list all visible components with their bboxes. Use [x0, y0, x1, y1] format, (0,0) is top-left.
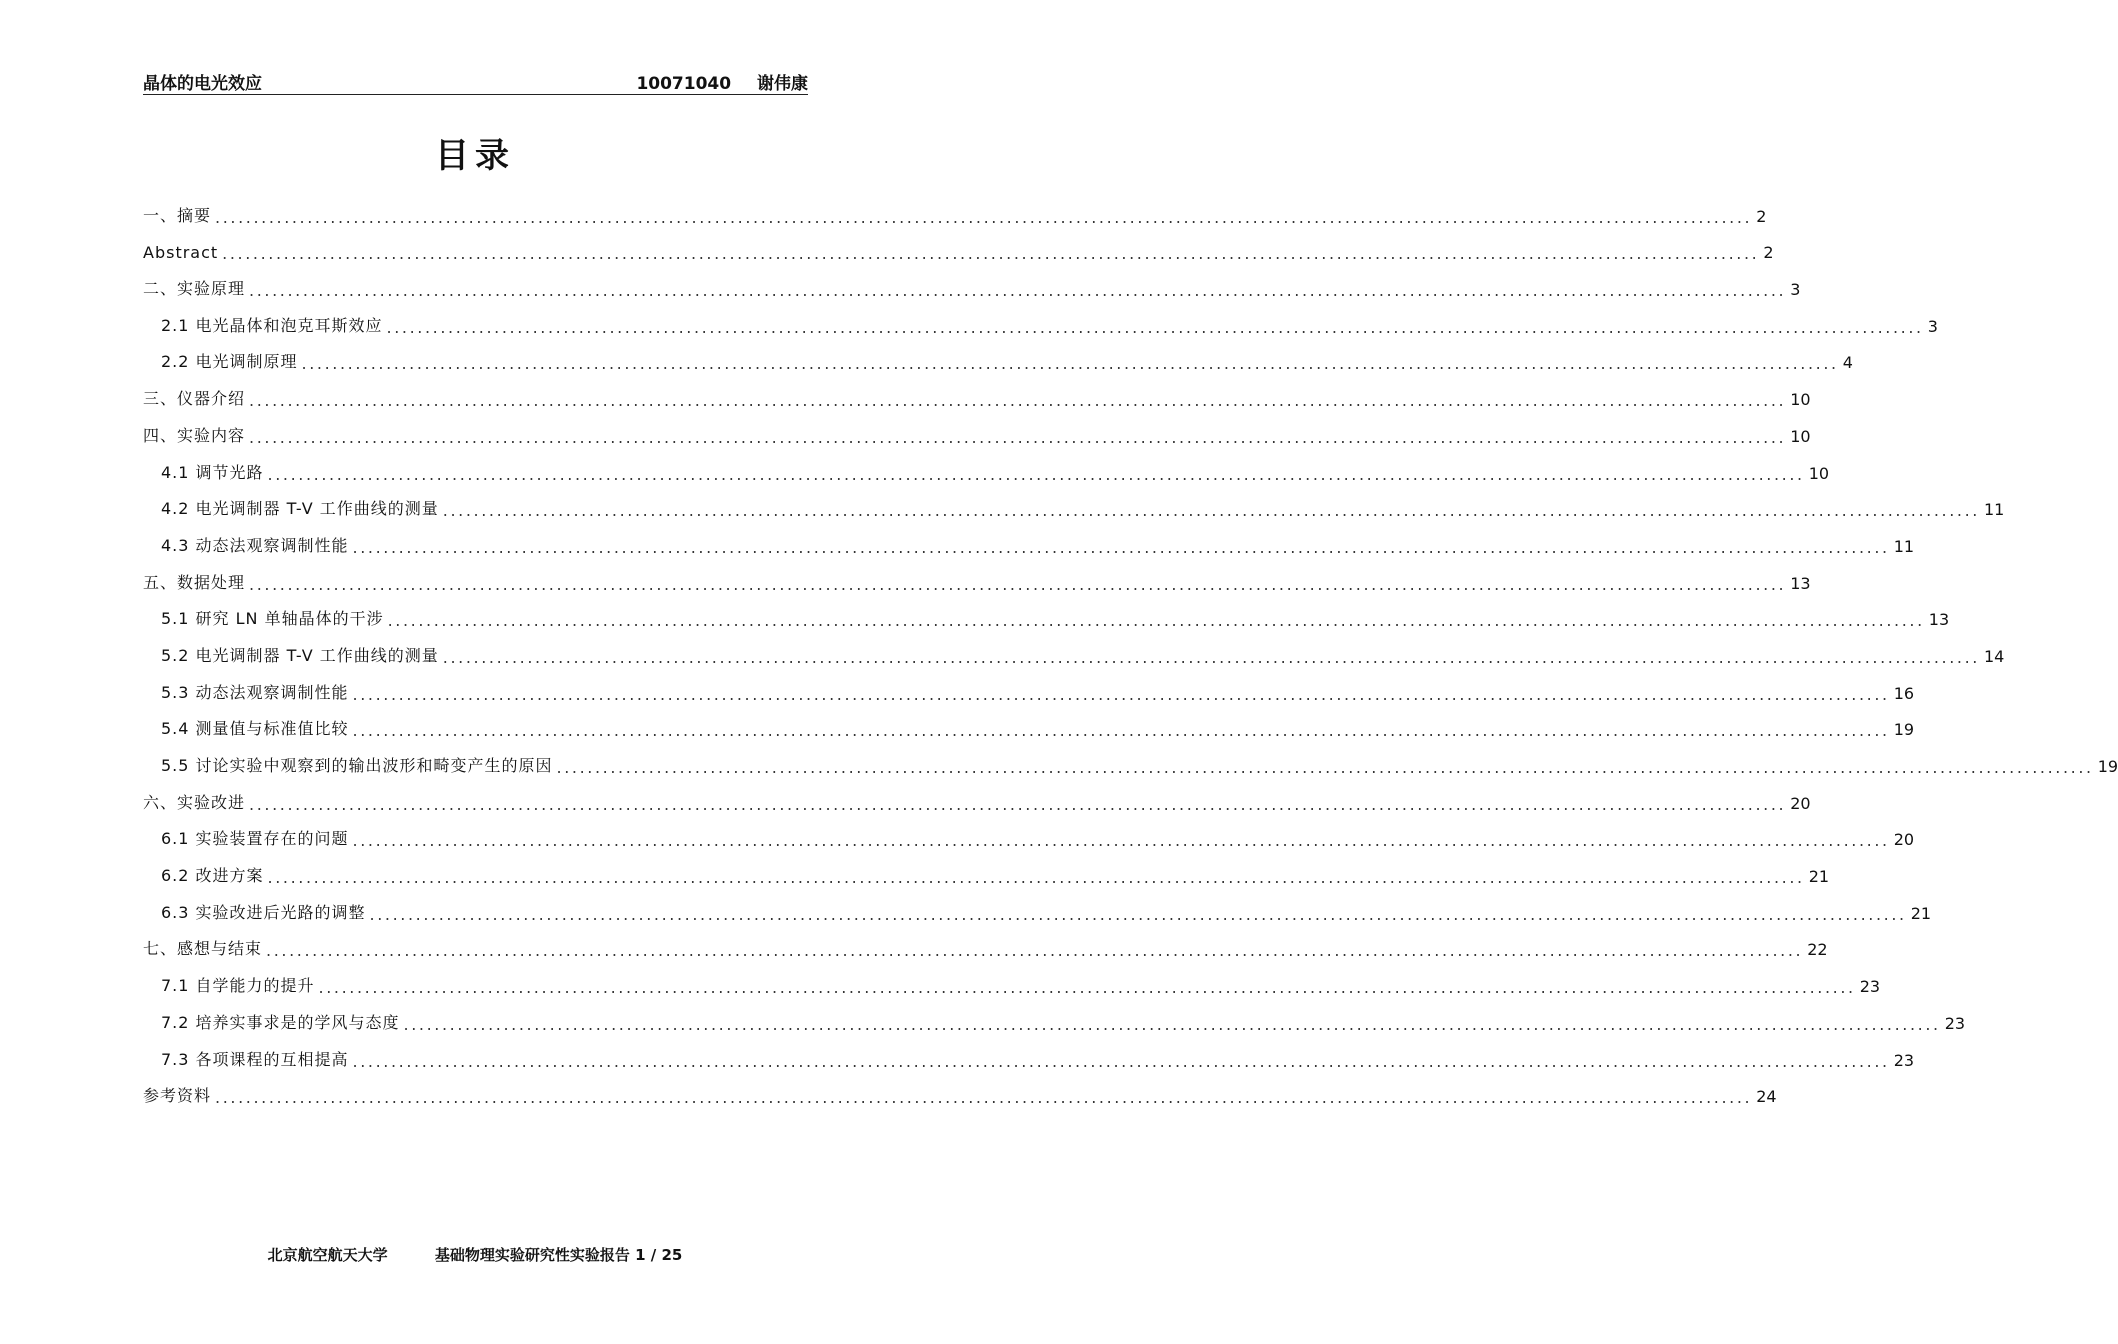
toc-entry[interactable]	[143, 593, 1950, 631]
toc-entry-page: 16	[1893, 683, 1915, 703]
toc-entry[interactable]	[143, 1070, 1777, 1108]
footer-report-title: 基础物理实验研究性实验报告	[434, 1246, 630, 1264]
toc-entry-label: 参考资料	[143, 1086, 212, 1106]
toc-dot-leader: ........................................................................................................................................................................................................	[249, 281, 1787, 301]
toc-dot-leader: ........................................................................................................................................................................................................	[442, 501, 1980, 521]
toc-dot-leader: ........................................................................................................................................................................................................	[352, 721, 1890, 741]
toc-entry[interactable]	[143, 666, 1915, 704]
toc-entry-label: 7.1 自学能力的提升	[161, 976, 315, 996]
toc-dot-leader: ........................................................................................................................................................................................................	[249, 574, 1787, 594]
toc-entry-page: 11	[1983, 500, 2005, 520]
toc-entry[interactable]	[143, 446, 1830, 484]
toc-dot-leader: ........................................................................................................................................................................................................	[222, 244, 1760, 264]
toc-dot-leader: ........................................................................................................................................................................................................	[352, 684, 1890, 704]
toc-entry-label: 6.2 改进方案	[161, 866, 264, 886]
page-header	[143, 66, 808, 95]
toc-entry-label: 四、实验内容	[143, 425, 246, 445]
toc-entry-label: 2.1 电光晶体和泡克耳斯效应	[161, 315, 383, 335]
toc-dot-leader: ........................................................................................................................................................................................................	[556, 758, 2094, 777]
toc-entry-page: 21	[1808, 867, 1830, 887]
toc-entry-label: 4.2 电光调制器 T-V 工作曲线的测量	[161, 499, 439, 519]
toc-entry-label: 6.3 实验改进后光路的调整	[161, 902, 366, 922]
toc-entry-label: 5.5 讨论实验中观察到的输出波形和畸变产生的原因	[161, 756, 553, 775]
toc-dot-leader: ........................................................................................................................................................................................................	[215, 207, 1753, 227]
toc-entry[interactable]	[143, 483, 2005, 521]
toc-entry-page: 21	[1910, 903, 1932, 923]
toc-entry-label: 一、摘要	[143, 205, 212, 225]
toc-entry[interactable]	[143, 739, 2118, 777]
toc-entry-page: 11	[1893, 536, 1915, 556]
toc-entry[interactable]	[143, 262, 1801, 301]
toc-entry-page: 23	[1859, 977, 1881, 997]
toc-entry-label: 5.4 测量值与标准值比较	[161, 719, 349, 739]
toc-entry-label: 二、实验原理	[143, 279, 246, 299]
toc-entry-label: 5.2 电光调制器 T-V 工作曲线的测量	[161, 645, 439, 665]
header-author: 谢伟康	[757, 74, 808, 94]
toc-dot-leader: ........................................................................................................................................................................................................	[318, 978, 1856, 998]
toc-entry-label: 六、实验改进	[143, 792, 246, 812]
toc-entry-label: 2.2 电光调制原理	[161, 352, 298, 372]
toc-entry-label: 6.1 实验装置存在的问题	[161, 829, 349, 849]
toc-entry-page: 19	[1893, 720, 1915, 740]
toc-entry[interactable]	[143, 189, 1767, 227]
toc-entry-label: 三、仪器介绍	[143, 389, 246, 409]
toc-dot-leader: ........................................................................................................................................................................................................	[352, 537, 1890, 557]
toc-entry-page: 24	[1756, 1087, 1777, 1107]
toc-entry[interactable]	[143, 996, 1966, 1034]
toc-entry[interactable]	[143, 703, 1915, 741]
header-author-info	[636, 69, 808, 94]
toc-entry-page: 13	[1790, 573, 1811, 593]
header-title: 晶体的电光效应	[143, 74, 262, 94]
toc-entry-page: 2	[1763, 243, 1774, 263]
toc-dot-leader: ........................................................................................................................................................................................................	[249, 794, 1787, 814]
toc-dot-leader: ........................................................................................................................................................................................................	[267, 868, 1805, 888]
toc-entry-label: 4.3 动态法观察调制性能	[161, 535, 349, 555]
toc-dot-leader: ........................................................................................................................................................................................................	[352, 1051, 1890, 1071]
toc-dot-leader: ........................................................................................................................................................................................................	[442, 647, 1980, 667]
toc-entry[interactable]	[143, 849, 1830, 888]
table-of-contents	[143, 189, 2118, 1108]
toc-entry[interactable]	[143, 776, 1811, 814]
toc-entry-label: 五、数据处理	[143, 572, 246, 592]
toc-entry-page: 3	[1927, 316, 1938, 336]
toc-entry-label: 5.1 研究 LN 单轴晶体的干涉	[161, 609, 384, 629]
footer-university: 北京航空航天大学	[267, 1246, 388, 1264]
toc-entry-page: 4	[1842, 353, 1853, 373]
toc-entry-page: 22	[1807, 940, 1828, 960]
toc-entry[interactable]	[143, 556, 1811, 594]
toc-entry[interactable]	[143, 959, 1881, 998]
footer-page-indicator: 1 / 25	[635, 1246, 683, 1264]
toc-dot-leader: ........................................................................................................................................................................................................	[266, 941, 1804, 961]
toc-entry[interactable]	[143, 409, 1811, 447]
toc-dot-leader: ........................................................................................................................................................................................................	[352, 831, 1890, 851]
toc-entry[interactable]	[143, 336, 1853, 374]
toc-entry-page: 14	[1983, 646, 2005, 666]
toc-dot-leader: ........................................................................................................................................................................................................	[215, 1088, 1753, 1108]
toc-dot-leader: ........................................................................................................................................................................................................	[386, 317, 1924, 337]
toc-entry-page: 10	[1790, 390, 1811, 410]
toc-entry[interactable]	[143, 813, 1915, 851]
page-title: 目录	[435, 136, 515, 176]
page-footer	[0, 1244, 950, 1265]
toc-dot-leader: ........................................................................................................................................................................................................	[267, 464, 1805, 484]
toc-entry-page: 3	[1790, 280, 1801, 300]
toc-entry-page: 10	[1790, 426, 1811, 446]
toc-entry[interactable]	[143, 226, 1774, 264]
toc-entry[interactable]	[143, 299, 1938, 337]
toc-entry-label: Abstract	[143, 243, 219, 263]
toc-dot-leader: ........................................................................................................................................................................................................	[369, 904, 1907, 924]
toc-entry-page: 2	[1756, 206, 1767, 226]
toc-dot-leader: ........................................................................................................................................................................................................	[403, 1014, 1941, 1034]
toc-entry-page: 13	[1928, 610, 1950, 630]
toc-dot-leader: ........................................................................................................................................................................................................	[249, 427, 1787, 447]
toc-entry-label: 7.2 培养实事求是的学风与态度	[161, 1012, 400, 1032]
toc-entry-page: 20	[1790, 793, 1811, 813]
toc-entry-label: 七、感想与结束	[143, 939, 263, 959]
toc-entry-page: 23	[1944, 1013, 1966, 1033]
toc-entry[interactable]	[143, 1033, 1915, 1071]
toc-entry[interactable]	[143, 372, 1811, 411]
toc-entry-page: 23	[1893, 1050, 1915, 1070]
toc-entry-label: 4.1 调节光路	[161, 462, 264, 482]
header-student-id: 10071040	[636, 74, 732, 94]
toc-entry-page: 19	[2097, 757, 2118, 776]
toc-entry-page: 10	[1808, 463, 1830, 483]
toc-dot-leader: ........................................................................................................................................................................................................	[301, 354, 1839, 374]
toc-entry[interactable]	[143, 629, 2005, 667]
toc-dot-leader: ........................................................................................................................................................................................................	[249, 391, 1787, 411]
toc-entry[interactable]	[143, 923, 1828, 961]
toc-entry-page: 20	[1893, 830, 1915, 850]
toc-entry-label: 7.3 各项课程的互相提高	[161, 1049, 349, 1069]
toc-entry[interactable]	[143, 886, 1932, 924]
toc-entry-label: 5.3 动态法观察调制性能	[161, 682, 349, 702]
toc-entry[interactable]	[143, 519, 1915, 557]
toc-dot-leader: ........................................................................................................................................................................................................	[387, 611, 1925, 631]
